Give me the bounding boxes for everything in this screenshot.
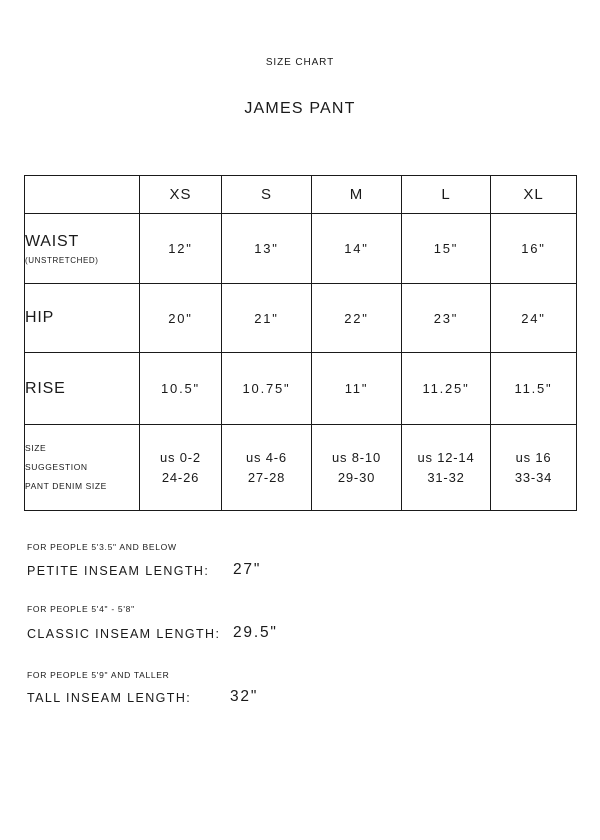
hip-xl: 24" — [491, 284, 577, 353]
rise-xl: 11.5" — [491, 353, 577, 425]
hip-xs: 20" — [140, 284, 222, 353]
waist-label-cell — [25, 214, 140, 284]
suggestion-label-cell — [25, 425, 140, 511]
petite-inseam-label: PETITE INSEAM LENGTH: — [27, 564, 210, 578]
waist-l: 15" — [402, 214, 491, 284]
suggestion-xl — [491, 425, 577, 511]
waist-label: WAIST — [25, 232, 80, 250]
table-header-row — [25, 176, 577, 214]
page-title: JAMES PANT — [244, 100, 356, 117]
tall-inseam — [27, 688, 259, 705]
classic-height-note: FOR PEOPLE 5'4" - 5'8" — [27, 604, 135, 614]
size-header-xl: XL — [491, 176, 577, 214]
waist-xs: 12" — [140, 214, 222, 284]
corner-cell — [25, 176, 140, 214]
petite-inseam — [27, 561, 262, 578]
table-row-hip — [25, 284, 577, 353]
hip-label: HIP — [25, 284, 140, 353]
rise-l: 11.25" — [402, 353, 491, 425]
waist-m: 14" — [312, 214, 402, 284]
rise-s: 10.75" — [222, 353, 312, 425]
classic-inseam — [27, 624, 278, 641]
tall-inseam-label: TALL INSEAM LENGTH: — [27, 691, 192, 705]
tall-inseam-value: 32" — [230, 688, 259, 705]
table-row-rise — [25, 353, 577, 425]
denim-size-xs: 24-26 — [161, 469, 200, 485]
rise-m: 11" — [312, 353, 402, 425]
suggestion-xs — [140, 425, 222, 511]
denim-size-s: 27-28 — [247, 469, 286, 485]
waist-xl: 16" — [491, 214, 577, 284]
denim-size-xl: 33-34 — [514, 469, 553, 485]
petite-inseam-value: 27" — [233, 561, 262, 578]
hip-m: 22" — [312, 284, 402, 353]
size-header-s: S — [222, 176, 312, 214]
us-size-xl: us 16 — [515, 449, 552, 465]
suggestion-m — [312, 425, 402, 511]
suggestion-label-line-3: PANT DENIM SIZE — [25, 481, 107, 491]
us-size-s: us 4-6 — [246, 449, 287, 465]
size-chart-table — [24, 175, 577, 511]
tall-height-note: FOR PEOPLE 5'9" AND TALLER — [27, 670, 170, 680]
classic-inseam-label: CLASSIC INSEAM LENGTH: — [27, 627, 221, 641]
us-size-xs: us 0-2 — [160, 449, 201, 465]
suggestion-l — [402, 425, 491, 511]
size-header-m: M — [312, 176, 402, 214]
classic-inseam-value: 29.5" — [233, 624, 278, 641]
page-kicker: SIZE CHART — [265, 57, 335, 68]
suggestion-label-line-1: SIZE — [25, 443, 47, 453]
hip-l: 23" — [402, 284, 491, 353]
us-size-l: us 12-14 — [417, 449, 475, 465]
table-row-waist — [25, 214, 577, 284]
petite-height-note: FOR PEOPLE 5'3.5" AND BELOW — [27, 542, 177, 552]
rise-label: RISE — [25, 353, 140, 425]
suggestion-label-line-2: SUGGESTION — [25, 462, 88, 472]
size-header-l: L — [402, 176, 491, 214]
us-size-m: us 8-10 — [332, 449, 381, 465]
table-row-size-suggestion — [25, 425, 577, 511]
denim-size-m: 29-30 — [337, 469, 376, 485]
suggestion-s — [222, 425, 312, 511]
size-header-xs: XS — [140, 176, 222, 214]
waist-s: 13" — [222, 214, 312, 284]
hip-s: 21" — [222, 284, 312, 353]
rise-xs: 10.5" — [140, 353, 222, 425]
denim-size-l: 31-32 — [427, 469, 465, 485]
waist-sublabel: (UNSTRETCHED) — [25, 255, 99, 265]
